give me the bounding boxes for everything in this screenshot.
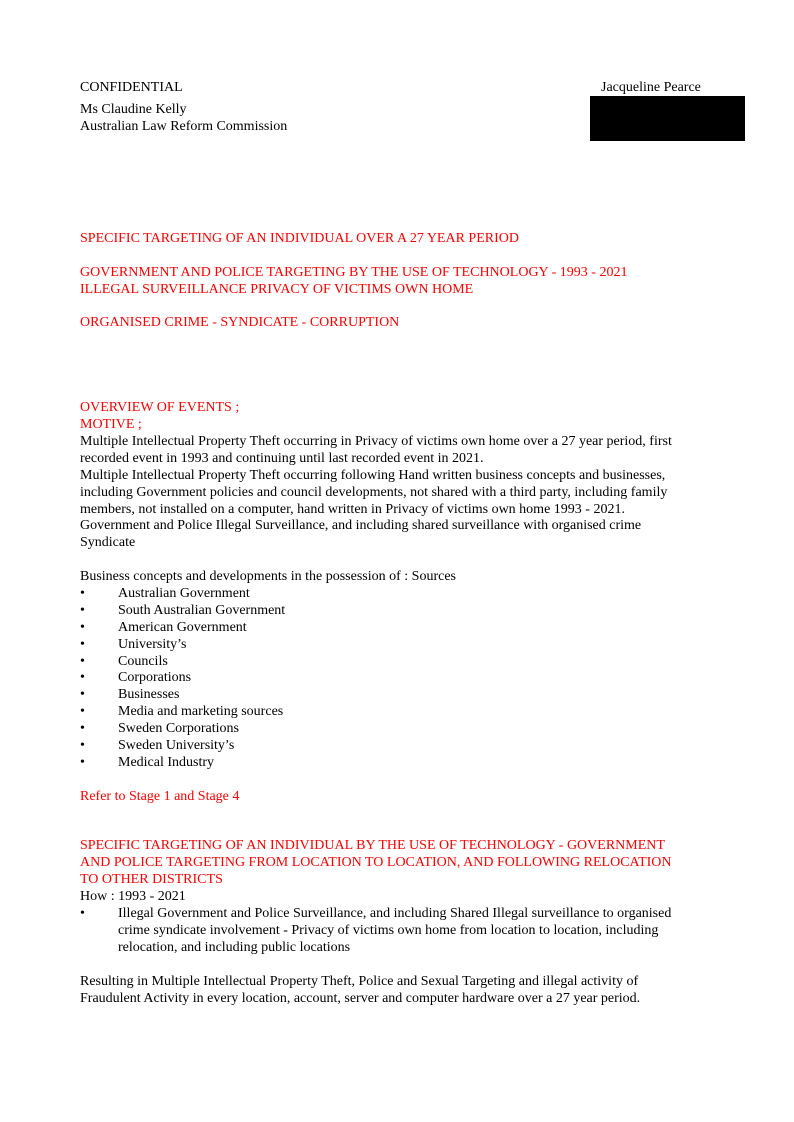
list-item: • Sweden University’s (80, 738, 235, 754)
result-line1: Resulting in Multiple Intellectual Property Theft, Police and Sexual Targeting and illegal activity of (80, 974, 639, 989)
bullet-icon: • (80, 721, 85, 737)
bullet-icon: • (80, 738, 85, 754)
bullet-icon: • (80, 602, 85, 618)
surveillance-bullet-line2: crime syndicate involvement - Privacy of victims own home from location to location, including (118, 922, 659, 938)
overview-title: OVERVIEW OF EVENTS ; (80, 400, 240, 415)
overview-para3-line2: Syndicate (80, 535, 136, 550)
bullet-icon: • (80, 636, 85, 652)
recipient-name: Ms Claudine Kelly (80, 102, 187, 117)
heading-government-police-l2: ILLEGAL SURVEILLANCE PRIVACY OF VICTIMS OWN HOME (80, 282, 474, 297)
sender-name: Jacqueline Pearce (601, 80, 701, 95)
bullet-icon: • (80, 906, 85, 921)
redacted-address-block (590, 96, 745, 141)
refer-stages: Refer to Stage 1 and Stage 4 (80, 789, 240, 804)
heading-organised-crime: ORGANISED CRIME - SYNDICATE - CORRUPTION (80, 315, 400, 330)
bullet-icon: • (80, 653, 85, 669)
confidential-label: CONFIDENTIAL (80, 80, 183, 95)
sources-intro: Business concepts and developments in the possession of : Sources (80, 569, 457, 584)
heading-specific-targeting: SPECIFIC TARGETING OF AN INDIVIDUAL OVER A 27 YEAR PERIOD (80, 231, 519, 246)
heading-government-police-l1: GOVERNMENT AND POLICE TARGETING BY THE USE OF TECHNOLOGY - 1993 - 2021 (80, 265, 628, 280)
overview-para2-line2: including Government policies and council developments, not shared with a third party, including family (80, 485, 668, 500)
result-line2: Fraudulent Activity in every location, account, server and computer hardware over a 27 year period. (80, 991, 641, 1006)
surveillance-bullet-line3: relocation, and including public locations (118, 939, 351, 955)
list-item: • Councils (80, 653, 168, 669)
overview-para1-line1: Multiple Intellectual Property Theft occurring in Privacy of victims own home over a 27 year period, first (80, 434, 672, 449)
overview-para1-line2: recorded event in 1993 and continuing until last recorded event in 2021. (80, 451, 484, 466)
list-item: • Sweden Corporations (80, 721, 239, 737)
list-item: • South Australian Government (80, 602, 286, 618)
overview-para3-line1: Government and Police Illegal Surveillance, and including shared surveillance with organised crime (80, 518, 642, 533)
bullet-icon: • (80, 687, 85, 703)
bullet-icon: • (80, 754, 85, 770)
bullet-icon: • (80, 586, 85, 601)
section2-title-line2: AND POLICE TARGETING FROM LOCATION TO LOCATION, AND FOLLOWING RELOCATION (80, 855, 672, 870)
recipient-org: Australian Law Reform Commission (80, 119, 288, 134)
motive-label: MOTIVE ; (80, 417, 142, 432)
surveillance-bullet (80, 906, 698, 956)
bullet-icon: • (80, 619, 85, 635)
how-period: How : 1993 - 2021 (80, 889, 186, 904)
list-item: • University’s (80, 636, 187, 652)
list-item: • Media and marketing sources (80, 704, 284, 720)
sources-list (80, 586, 720, 772)
surveillance-bullet-line1: Illegal Government and Police Surveillance, and including Shared Illegal surveillance to organised (118, 906, 672, 921)
list-item: • Australian Government (80, 586, 250, 601)
list-item: • Medical Industry (80, 754, 215, 770)
overview-para2-line3: members, not installed on a computer, hand written in Privacy of victims own home 1993 - 2021. (80, 502, 625, 517)
list-item: • Corporations (80, 670, 192, 686)
list-item: • American Government (80, 619, 247, 635)
section2-title-line3: TO OTHER DISTRICTS (80, 872, 223, 887)
overview-para2-line1: Multiple Intellectual Property Theft occurring following Hand written business concepts and businesses, (80, 468, 666, 483)
bullet-icon: • (80, 670, 85, 686)
section2-title-line1: SPECIFIC TARGETING OF AN INDIVIDUAL BY THE USE OF TECHNOLOGY - GOVERNMENT (80, 838, 665, 853)
list-item: • Businesses (80, 687, 180, 703)
bullet-icon: • (80, 704, 85, 720)
